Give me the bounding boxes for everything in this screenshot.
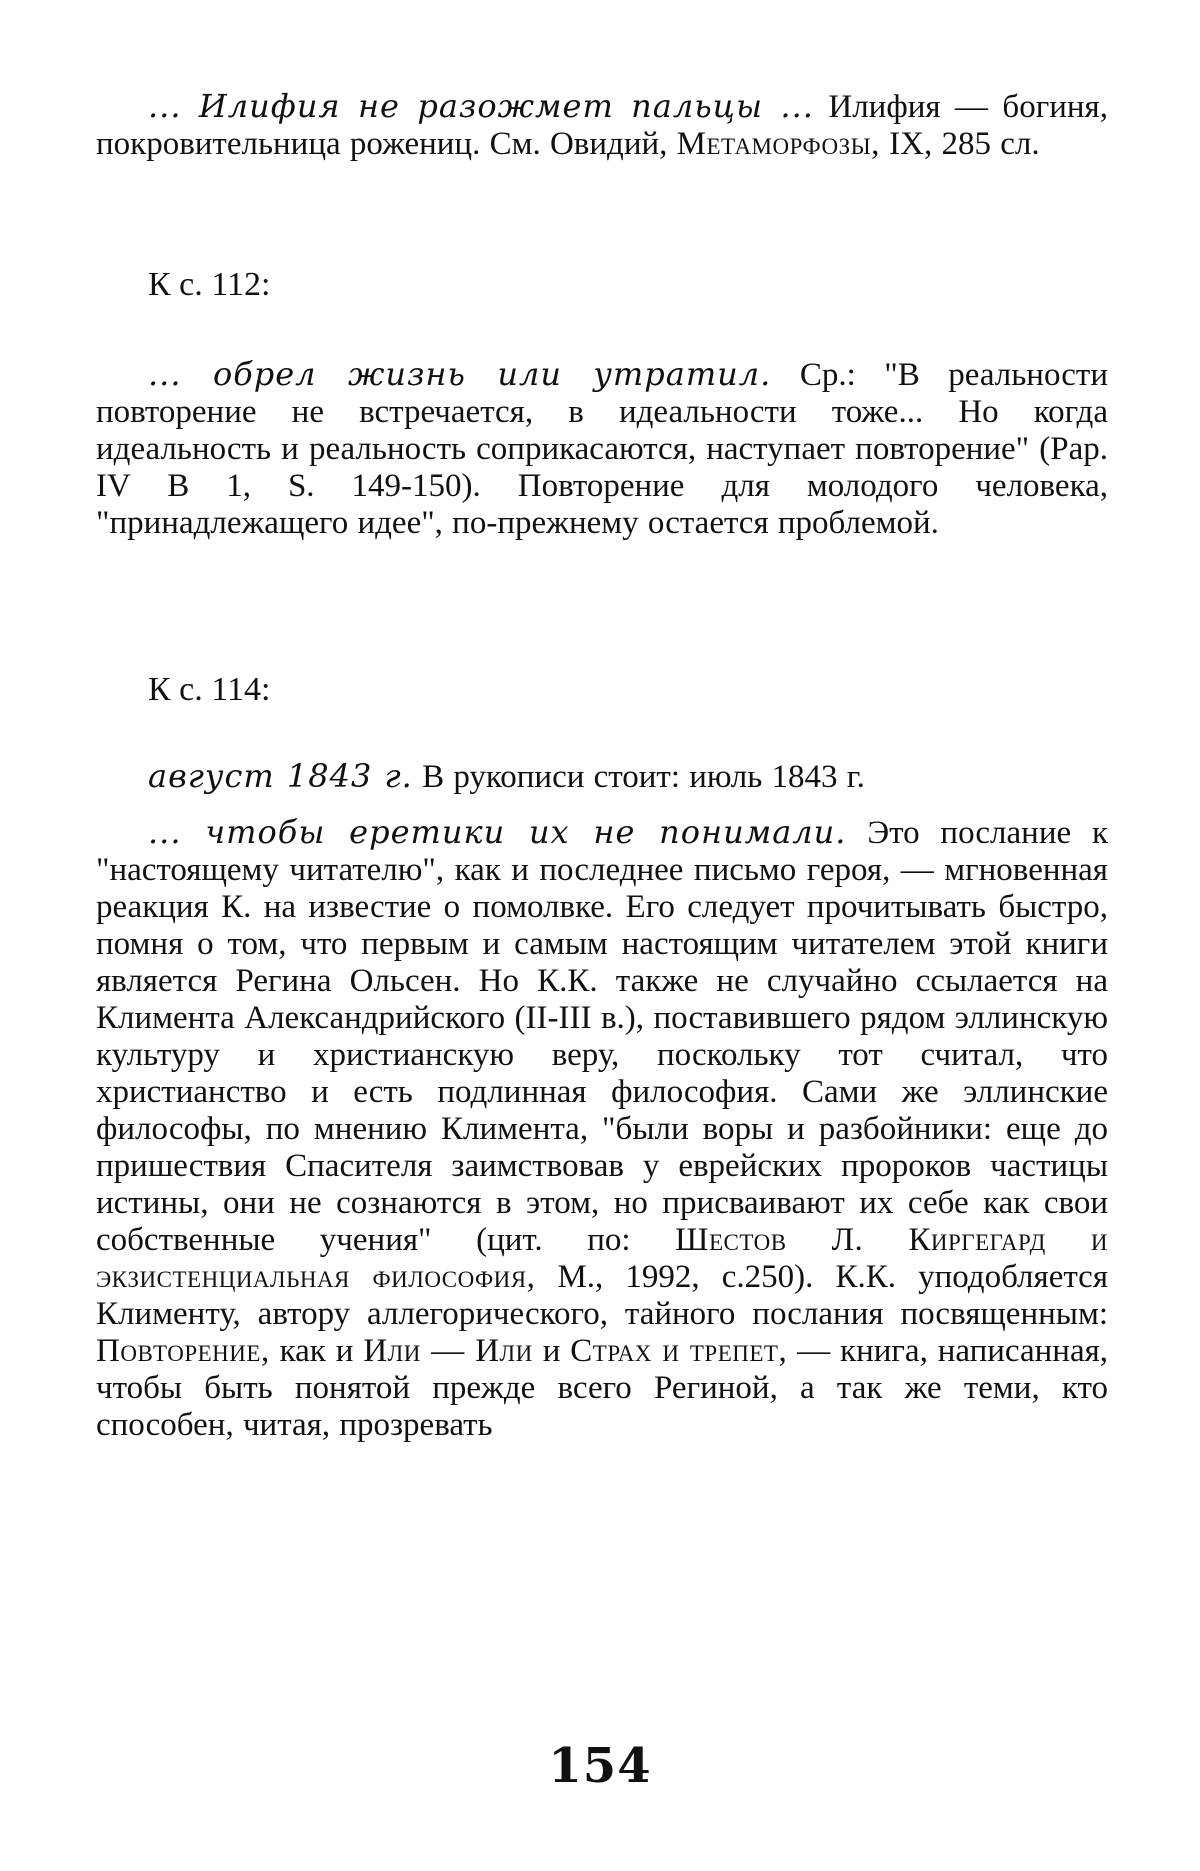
lemma-avgust: август 1843 г. [148,757,413,795]
book-title-either-or: Или — Или [363,1333,533,1369]
heading-page-114: К с. 114: [148,671,271,708]
note-ilifia-ref: IX, 285 сл. [889,126,1040,162]
note-avgust-text: В рукописи стоит: июль 1843 г. [422,759,865,795]
note-obrel [96,356,1108,542]
note-obrel-text: Ср.: "В реальности повторение не встречается, в идеальности тоже... Но когда идеальность и реальность соприкасаются, наступает повторение" (Pap. IV B 1, S. 149-150). Повторение для молодого человека, "принадлежащего идее", по-прежнему остается проблемой. [96,357,1109,541]
note-avgust [96,758,1108,796]
book-title-fear-and-trembling: Страх и трепет, [570,1333,788,1369]
work-title-metamorphoses: Метаморфозы, [676,126,880,162]
note-ilifia-text: Илифия — богиня, покровительница рожениц. См. Овидий, [96,89,1108,162]
book-title-repetition: Повторение, [96,1333,270,1369]
note-eretiki-and-1: как и [279,1333,354,1369]
lemma-ilifia: ... Илифия не разожмет пальцы ... [148,87,814,125]
lemma-eretiki: ... чтобы еретики их не понимали. [148,813,847,851]
lemma-obrel: ... обрел жизнь или утратил. [148,355,772,393]
note-eretiki [96,814,1108,1444]
note-eretiki-text-3: — книга, написанная, чтобы быть понятой прежде всего Региной, а так же теми, кто способен, читая, прозревать [96,1333,1109,1443]
note-ilifia [96,88,1108,163]
page-number: 154 [548,1738,652,1794]
cited-work-shestov: Шестов Л. Киргегард и экзистенциальная философия, [96,1222,1109,1295]
heading-page-112: К с. 112: [148,266,271,303]
note-eretiki-text-1: Это послание к "настоящему читателю", как и последнее письмо героя, — мгновенная реакция К. на известие о помолвке. Его следует прочитывать быстро, помня о том, что первым и самым настоящим читателем этой книги является Регина Ольсен. Но К.К. также не случайно ссылается на Климента Александрийского (II-III в.), поставившего рядом эллинскую культуру и христианскую веру, поскольку тот считал, что христианство и есть подлинная философия. Сами же эллинские философы, по мнению Климента, "были воры и разбойники: еще до пришествия Спасителя заимствовав у еврейских пророков частицы истины, они не сознаются в этом, но присваивают их себе как свои собственные учения" (цит. по: [96,815,1109,1258]
note-eretiki-and-2: и [542,1333,561,1369]
note-eretiki-text-2: М., 1992, с.250). К.К. уподобляется Клименту, автору аллегорического, тайного послания посвященным: [96,1259,1108,1332]
